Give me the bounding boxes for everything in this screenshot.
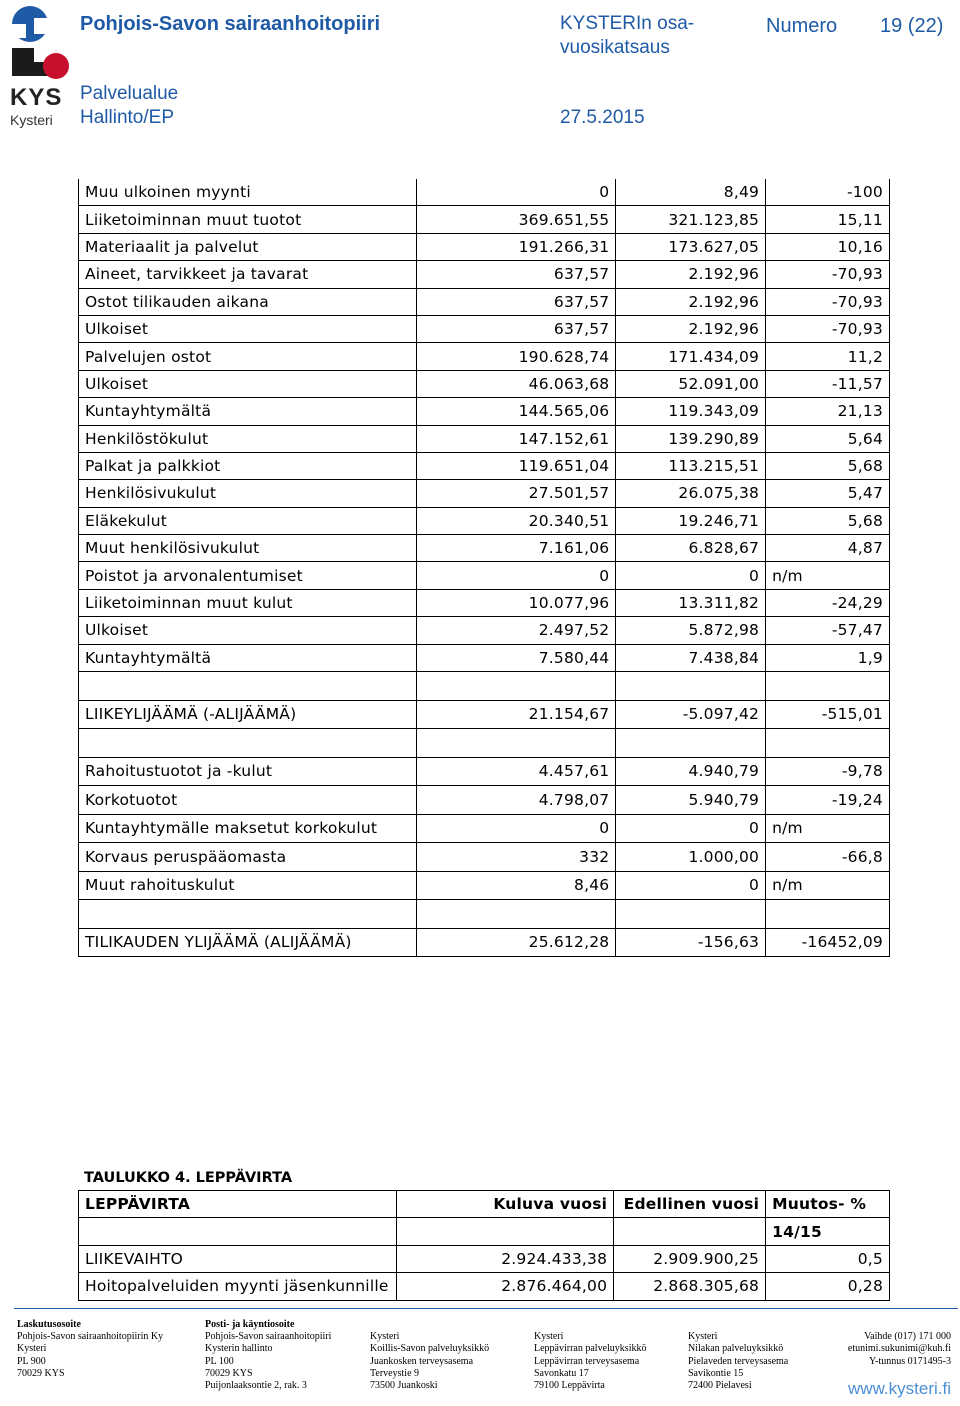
- previous-year-value: 4.940,79: [616, 757, 766, 786]
- change-percent: -19,24: [766, 786, 890, 815]
- previous-year-value: [616, 900, 766, 929]
- table-row: [79, 1273, 890, 1300]
- footer-line: PL 900: [17, 1355, 46, 1367]
- previous-year-value: 8,49: [616, 179, 766, 206]
- footer-line: Puijonlaaksontie 2, rak. 3: [205, 1380, 307, 1392]
- row-label: Muut rahoituskulut: [79, 871, 417, 900]
- current-year-value: 144.565,06: [416, 398, 616, 425]
- current-year-value: 2.876.464,00: [396, 1273, 613, 1300]
- change-percent: 10,16: [766, 233, 890, 260]
- previous-year-value: 139.290,89: [616, 425, 766, 452]
- change-percent: 5,68: [766, 507, 890, 534]
- footer-line: Nilakan palveluyksikkö: [688, 1343, 784, 1355]
- logo-mark-icon: [4, 4, 70, 84]
- footer-line: Pohjois-Savon sairaanhoitopiiri: [205, 1331, 332, 1343]
- row-label: Aineet, tarvikkeet ja tavarat: [79, 261, 417, 288]
- footer-line: Pielaveden terveysasema: [688, 1355, 789, 1367]
- row-label: Rahoitustuotot ja -kulut: [79, 757, 417, 786]
- current-year-value: 4.798,07: [416, 786, 616, 815]
- table-row: [79, 589, 890, 616]
- table-row: [79, 757, 890, 786]
- row-label: Kuntayhtymältä: [79, 398, 417, 425]
- spacer-row: [79, 900, 890, 929]
- website-link[interactable]: www.kysteri.fi: [848, 1379, 951, 1398]
- previous-year-value: 113.215,51: [616, 452, 766, 479]
- current-year-value: 25.612,28: [416, 928, 616, 957]
- footer-line: Terveystie 9: [370, 1367, 420, 1379]
- row-label: [79, 672, 417, 701]
- previous-year-value: 7.438,84: [616, 644, 766, 671]
- footer-line: 70029 KYS: [17, 1367, 65, 1379]
- previous-year-value: 173.627,05: [616, 233, 766, 260]
- footer-line: Koillis-Savon palveluyksikkö: [370, 1343, 490, 1355]
- current-year-value: 46.063,68: [416, 370, 616, 397]
- footer-line: Juankosken terveysasema: [370, 1355, 474, 1367]
- kys-logo: [4, 4, 70, 128]
- footer-line: 79100 Leppävirta: [534, 1380, 605, 1392]
- document-title-line1: KYSTERIn osa-: [560, 13, 695, 34]
- row-label: Henkilöstökulut: [79, 425, 417, 452]
- current-year-value: 21.154,67: [416, 700, 616, 729]
- row-label: Henkilösivukulut: [79, 480, 417, 507]
- change-percent: -70,93: [766, 261, 890, 288]
- previous-year-value: 0: [616, 871, 766, 900]
- table-row: [79, 452, 890, 479]
- current-year-value: 27.501,57: [416, 480, 616, 507]
- row-label: [79, 900, 417, 929]
- current-year-value: 10.077,96: [416, 589, 616, 616]
- footer-line: Vaihde (017) 171 000: [864, 1331, 951, 1343]
- row-label: Korvaus peruspääomasta: [79, 843, 417, 872]
- row-label: TILIKAUDEN YLIJÄÄMÄ (ALIJÄÄMÄ): [79, 928, 417, 957]
- row-label: Ulkoiset: [79, 370, 417, 397]
- previous-year-value: 171.434,09: [616, 343, 766, 370]
- current-year-value: 4.457,61: [416, 757, 616, 786]
- footer-line: etunimi.sukunimi@kuh.fi: [847, 1343, 951, 1355]
- footer-line: [688, 1319, 818, 1331]
- current-year-value: 637,57: [416, 261, 616, 288]
- table-row: [79, 700, 890, 729]
- row-label: Palkat ja palkkiot: [79, 452, 417, 479]
- document-title-line2: vuosikatsaus: [560, 37, 670, 58]
- change-percent: n/m: [766, 871, 890, 900]
- previous-year-value: -5.097,42: [616, 700, 766, 729]
- row-label: Palvelujen ostot: [79, 343, 417, 370]
- document-date: 27.5.2015: [560, 107, 645, 128]
- current-year-value: [416, 900, 616, 929]
- change-percent: 4,87: [766, 535, 890, 562]
- row-label: Materiaalit ja palvelut: [79, 233, 417, 260]
- row-label: LIIKEVAIHTO: [79, 1245, 397, 1272]
- change-percent: -66,8: [766, 843, 890, 872]
- header-cell: [614, 1218, 766, 1245]
- previous-year-value: -156,63: [616, 928, 766, 957]
- table-row: [79, 398, 890, 425]
- previous-year-value: 52.091,00: [616, 370, 766, 397]
- footer-line: Savikontie 15: [688, 1367, 744, 1379]
- table-row: [79, 480, 890, 507]
- unit-value: Hallinto/EP: [80, 107, 174, 128]
- change-percent: n/m: [766, 814, 890, 843]
- table-row: [79, 843, 890, 872]
- footer-heading: Posti- ja käyntiosoite: [205, 1319, 295, 1330]
- row-label: Kuntayhtymälle maksetut korkokulut: [79, 814, 417, 843]
- header-cell: [79, 1218, 397, 1245]
- table-row: [79, 288, 890, 315]
- change-percent: -515,01: [766, 700, 890, 729]
- change-percent: -100: [766, 179, 890, 206]
- change-percent: 21,13: [766, 398, 890, 425]
- table-row: [79, 871, 890, 900]
- table-row: [79, 928, 890, 957]
- row-label: Ulkoiset: [79, 617, 417, 644]
- footer-column: [17, 1319, 197, 1380]
- table-caption: TAULUKKO 4. LEPPÄVIRTA: [84, 1170, 293, 1186]
- row-label: Liiketoiminnan muut kulut: [79, 589, 417, 616]
- current-year-value: 0: [416, 562, 616, 589]
- table-row: [79, 617, 890, 644]
- current-year-value: 7.580,44: [416, 644, 616, 671]
- table-row: [79, 786, 890, 815]
- previous-year-value: 26.075,38: [616, 480, 766, 507]
- organization-name: Pohjois-Savon sairaanhoitopiiri: [80, 13, 381, 35]
- previous-year-value: 2.192,96: [616, 315, 766, 342]
- table-row: [79, 179, 890, 206]
- previous-year-value: 5.940,79: [616, 786, 766, 815]
- header-cell: 14/15: [766, 1218, 890, 1245]
- current-year-value: 190.628,74: [416, 343, 616, 370]
- footer-column: [534, 1319, 684, 1392]
- current-year-value: 119.651,04: [416, 452, 616, 479]
- table-row: [79, 562, 890, 589]
- table-row: [79, 206, 890, 233]
- leppavirta-table: [78, 1190, 890, 1301]
- previous-year-value: 19.246,71: [616, 507, 766, 534]
- footer-line: 73500 Juankoski: [370, 1380, 438, 1392]
- current-year-value: 2.924.433,38: [396, 1245, 613, 1272]
- previous-year-value: 0: [616, 562, 766, 589]
- change-percent: -9,78: [766, 757, 890, 786]
- row-label: Liiketoiminnan muut tuotot: [79, 206, 417, 233]
- current-year-value: 191.266,31: [416, 233, 616, 260]
- previous-year-value: 2.192,96: [616, 288, 766, 315]
- current-year-value: [416, 729, 616, 758]
- number-label: Numero: [766, 15, 838, 37]
- current-year-value: 637,57: [416, 288, 616, 315]
- change-percent: 1,9: [766, 644, 890, 671]
- footer-column: [688, 1319, 818, 1392]
- change-percent: 0,28: [766, 1273, 890, 1300]
- logo-subtext: Kysteri: [10, 112, 53, 128]
- table-row: [79, 1245, 890, 1272]
- row-label: Korkotuotot: [79, 786, 417, 815]
- footer-line: Kysteri: [370, 1331, 400, 1343]
- logo-text: KYS: [10, 84, 63, 111]
- change-percent: [766, 672, 890, 701]
- footer-line: 72400 Pielavesi: [688, 1380, 752, 1392]
- change-percent: 15,11: [766, 206, 890, 233]
- previous-year-value: 119.343,09: [616, 398, 766, 425]
- footer-line: Leppävirran palveluyksikkö: [534, 1343, 647, 1355]
- previous-year-value: 0: [616, 814, 766, 843]
- footer-column: [205, 1319, 365, 1392]
- footer-line: Pohjois-Savon sairaanhoitopiirin Ky: [17, 1331, 164, 1343]
- footer-line: Kysteri: [688, 1331, 718, 1343]
- row-label: Poistot ja arvonalentumiset: [79, 562, 417, 589]
- table-row: [79, 343, 890, 370]
- footer-column: [820, 1319, 951, 1368]
- previous-year-value: 1.000,00: [616, 843, 766, 872]
- change-percent: 0,5: [766, 1245, 890, 1272]
- row-label: Kuntayhtymältä: [79, 644, 417, 671]
- footer-line: Y-tunnus 0171495-3: [869, 1355, 951, 1367]
- change-percent: -57,47: [766, 617, 890, 644]
- row-label: LIIKEYLIJÄÄMÄ (-ALIJÄÄMÄ): [79, 700, 417, 729]
- table-row: [79, 315, 890, 342]
- previous-year-value: 6.828,67: [616, 535, 766, 562]
- footer-line: [820, 1319, 951, 1331]
- change-percent: -70,93: [766, 288, 890, 315]
- footer-column: [370, 1319, 530, 1392]
- footer-line: Kysteri: [17, 1343, 47, 1355]
- change-percent: [766, 729, 890, 758]
- change-percent: -70,93: [766, 315, 890, 342]
- current-year-value: 2.497,52: [416, 617, 616, 644]
- footer-line: Leppävirran terveysasema: [534, 1355, 640, 1367]
- change-percent: 5,64: [766, 425, 890, 452]
- footer-heading: Laskutusosoite: [17, 1319, 81, 1330]
- previous-year-value: 2.909.900,25: [614, 1245, 766, 1272]
- row-label: Eläkekulut: [79, 507, 417, 534]
- previous-year-value: 13.311,82: [616, 589, 766, 616]
- current-year-value: [416, 672, 616, 701]
- table-row: [79, 261, 890, 288]
- row-label: Ulkoiset: [79, 315, 417, 342]
- row-label: Muu ulkoinen myynti: [79, 179, 417, 206]
- footer-line: Savonkatu 17: [534, 1367, 589, 1379]
- header-cell: Muutos- %: [766, 1191, 890, 1218]
- footer-line: Kysteri: [534, 1331, 564, 1343]
- current-year-value: 7.161,06: [416, 535, 616, 562]
- current-year-value: 637,57: [416, 315, 616, 342]
- page-number: 19 (22): [880, 15, 944, 37]
- table-row: [79, 370, 890, 397]
- change-percent: 11,2: [766, 343, 890, 370]
- table-row: [79, 233, 890, 260]
- previous-year-value: 2.868.305,68: [614, 1273, 766, 1300]
- change-percent: -16452,09: [766, 928, 890, 957]
- header-cell: Edellinen vuosi: [614, 1191, 766, 1218]
- previous-year-value: 2.192,96: [616, 261, 766, 288]
- change-percent: 5,47: [766, 480, 890, 507]
- footer-line: Kysterin hallinto: [205, 1343, 273, 1355]
- current-year-value: 20.340,51: [416, 507, 616, 534]
- income-statement-table: [78, 179, 890, 957]
- unit-label: Palvelualue: [80, 83, 179, 104]
- change-percent: [766, 900, 890, 929]
- table-row: [79, 644, 890, 671]
- footer-line: PL 100: [205, 1355, 234, 1367]
- row-label: [79, 729, 417, 758]
- table-row: [79, 814, 890, 843]
- change-percent: -11,57: [766, 370, 890, 397]
- previous-year-value: [616, 672, 766, 701]
- header-cell: [396, 1218, 613, 1245]
- row-label: Hoitopalveluiden myynti jäsenkunnille: [79, 1273, 397, 1300]
- previous-year-value: 5.872,98: [616, 617, 766, 644]
- footer-line: [534, 1319, 684, 1331]
- header-cell: LEPPÄVIRTA: [79, 1191, 397, 1218]
- current-year-value: 332: [416, 843, 616, 872]
- footer-line: 70029 KYS: [205, 1367, 253, 1379]
- previous-year-value: 321.123,85: [616, 206, 766, 233]
- footer-line: [370, 1319, 530, 1331]
- table-header-row: [79, 1191, 890, 1218]
- change-percent: n/m: [766, 562, 890, 589]
- row-label: Ostot tilikauden aikana: [79, 288, 417, 315]
- current-year-value: 0: [416, 179, 616, 206]
- current-year-value: 369.651,55: [416, 206, 616, 233]
- current-year-value: 147.152,61: [416, 425, 616, 452]
- spacer-row: [79, 729, 890, 758]
- current-year-value: 8,46: [416, 871, 616, 900]
- table-row: [79, 507, 890, 534]
- previous-year-value: [616, 729, 766, 758]
- current-year-value: 0: [416, 814, 616, 843]
- table-subheader-row: [79, 1218, 890, 1245]
- table-row: [79, 535, 890, 562]
- change-percent: 5,68: [766, 452, 890, 479]
- spacer-row: [79, 672, 890, 701]
- table-row: [79, 425, 890, 452]
- header-cell: Kuluva vuosi: [396, 1191, 613, 1218]
- row-label: Muut henkilösivukulut: [79, 535, 417, 562]
- footer-divider: [14, 1308, 958, 1309]
- change-percent: -24,29: [766, 589, 890, 616]
